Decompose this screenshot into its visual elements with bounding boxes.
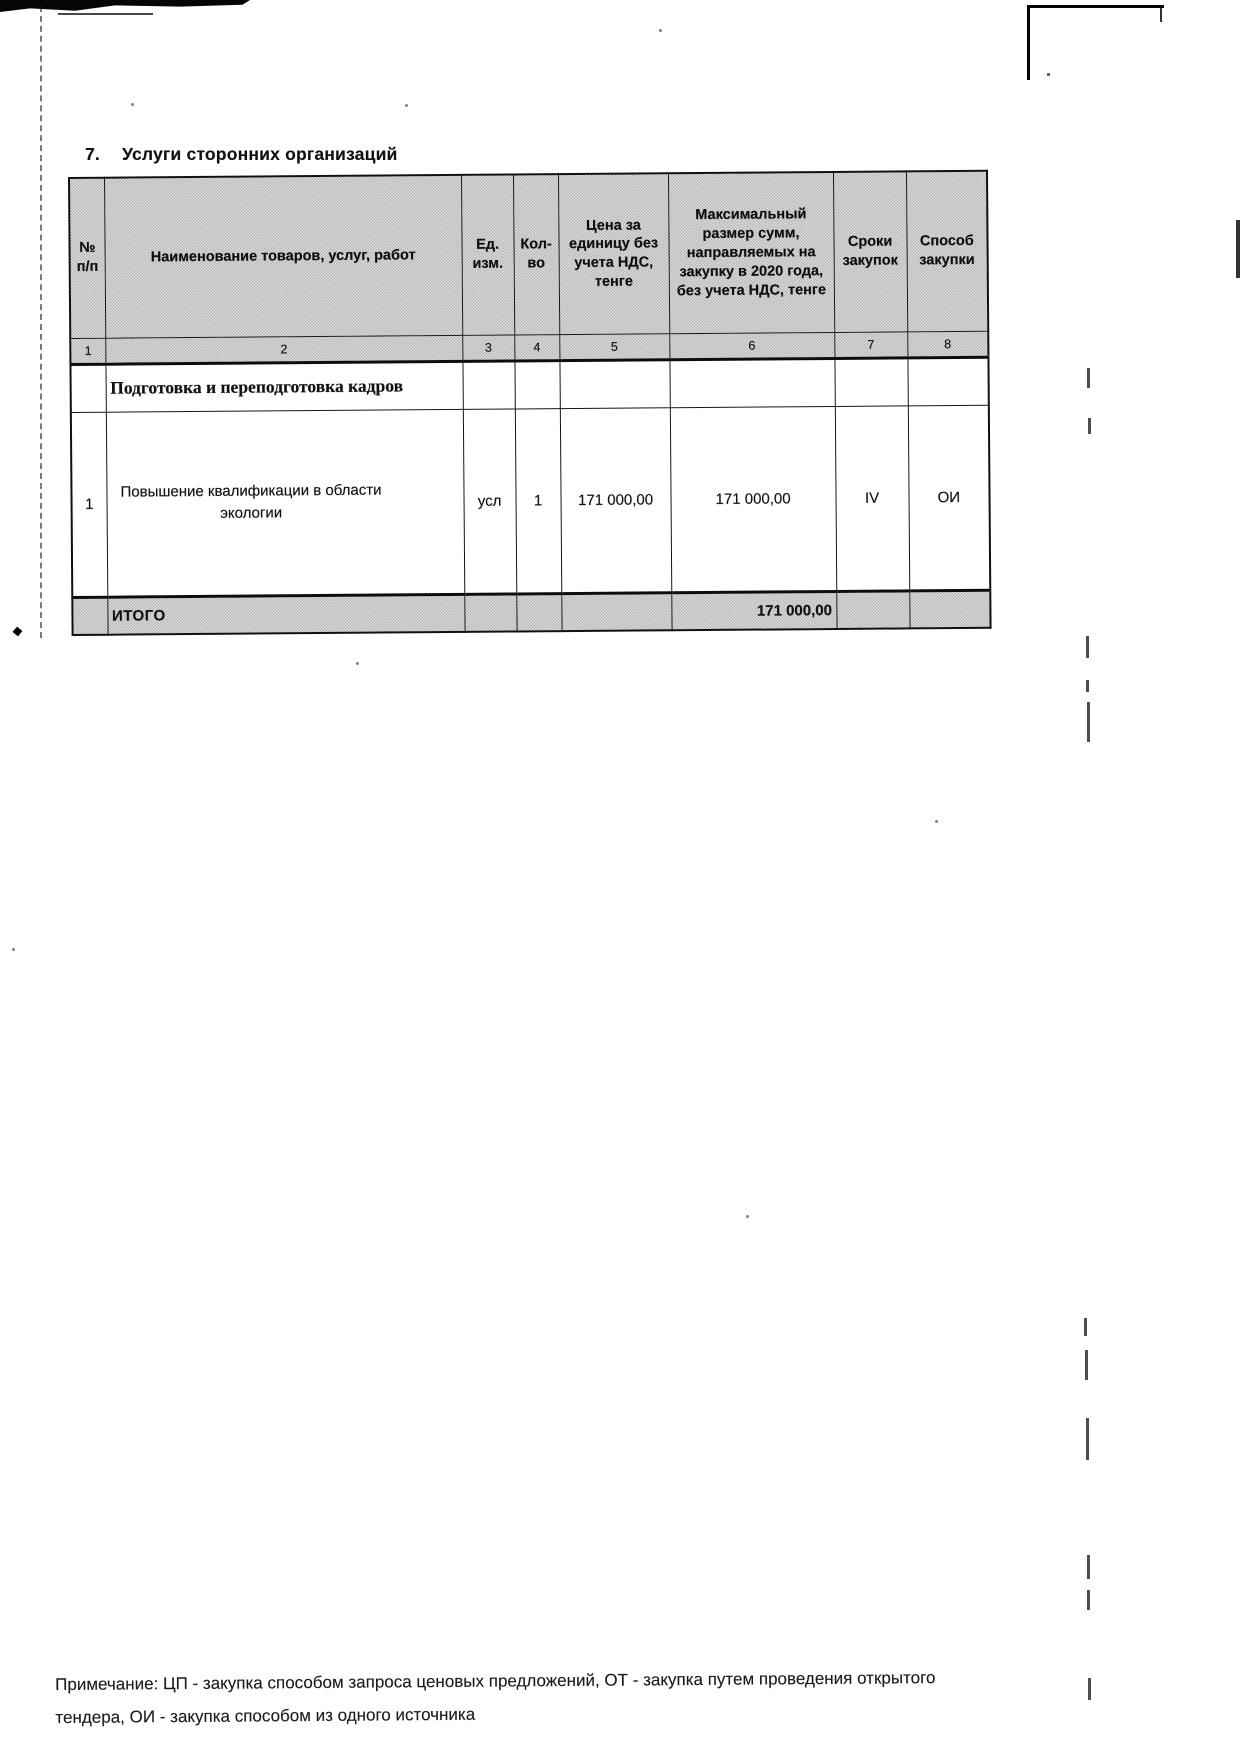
total-cell-empty xyxy=(72,597,107,635)
scan-blob-left xyxy=(13,627,23,637)
scan-smudge-top-left xyxy=(0,0,250,12)
cell-method: ОИ xyxy=(908,405,990,591)
scan-smudge-top-left-2 xyxy=(58,13,153,15)
scan-fold-dash xyxy=(1087,1555,1090,1579)
col-header-quantity: Кол-во xyxy=(513,174,559,334)
scan-fold-dash xyxy=(1088,418,1091,434)
cell-name xyxy=(106,409,464,597)
scan-fold-dash xyxy=(1085,1350,1088,1380)
section-heading-title: Услуги сторонних организаций xyxy=(122,144,398,164)
section-cell-empty xyxy=(462,360,514,408)
footnote-line-2: тендера, ОИ - закупка способом из одного источника xyxy=(55,1704,476,1728)
section-cell-empty xyxy=(70,364,105,412)
total-label: ИТОГО xyxy=(107,594,464,635)
scan-fold-line-left xyxy=(40,6,42,638)
scan-corner-bracket-top xyxy=(1027,5,1164,8)
col-index-2: 2 xyxy=(105,335,462,364)
scan-corner-bracket-tick xyxy=(1160,5,1162,22)
total-cell-empty xyxy=(464,593,516,631)
section-heading-number: 7. xyxy=(85,144,100,164)
col-header-period: Сроки закупок xyxy=(833,171,907,332)
scan-fold-dash xyxy=(1086,680,1089,692)
cell-max-amount: 171 000,00 xyxy=(670,406,836,592)
scan-speck xyxy=(1047,73,1050,76)
scan-corner-bracket-side xyxy=(1027,5,1030,80)
scan-speck xyxy=(12,948,15,951)
col-index-4: 4 xyxy=(514,334,559,360)
section-cell-empty xyxy=(669,358,834,407)
section-cell-empty xyxy=(559,359,669,408)
scan-edge-mark-right xyxy=(1236,220,1240,278)
section-row-title: Подготовка и переподготовка кадров xyxy=(105,361,462,412)
scan-fold-dash xyxy=(1087,1590,1090,1610)
scan-speck xyxy=(659,29,662,32)
cell-row-number: 1 xyxy=(71,412,107,597)
cell-period: IV xyxy=(835,405,909,591)
total-amount: 171 000,00 xyxy=(671,591,836,630)
scan-speck xyxy=(746,1215,749,1218)
table-header-row xyxy=(69,171,988,338)
col-header-method: Способ закупки xyxy=(906,171,988,332)
scan-fold-dash xyxy=(1086,636,1089,658)
col-index-1: 1 xyxy=(70,338,105,364)
col-header-row-number: № п/п xyxy=(69,178,105,338)
cell-unit: усл xyxy=(463,408,516,593)
total-cell-empty xyxy=(836,590,909,629)
col-header-max-amount: Максимальный размер сумм, направляемых на закупку в 2020 года, без учета НДС, тенге xyxy=(668,172,834,333)
table-row xyxy=(71,405,990,597)
section-cell-empty xyxy=(907,357,988,406)
col-index-8: 8 xyxy=(907,331,988,358)
col-index-3: 3 xyxy=(462,335,514,361)
footnote-line-1: Примечание: ЦП - закупка способом запроса ценовых предложений, ОТ - закупка путем проведения открытого xyxy=(55,1668,936,1694)
total-cell-empty xyxy=(516,593,561,631)
col-header-name: Наименование товаров, услуг, работ xyxy=(104,175,462,338)
col-index-5: 5 xyxy=(559,333,669,360)
scan-speck xyxy=(935,820,938,823)
procurement-table xyxy=(68,170,992,636)
cell-name-text: Повышение квалификации в области экологии xyxy=(120,481,382,522)
scan-speck xyxy=(405,104,408,107)
cell-unit-price: 171 000,00 xyxy=(560,407,671,593)
col-index-6: 6 xyxy=(669,332,834,359)
scan-fold-dash xyxy=(1084,1318,1087,1336)
total-row xyxy=(72,590,990,635)
col-header-unit: Ед. изм. xyxy=(461,175,514,335)
total-cell-empty xyxy=(561,592,671,631)
section-cell-empty xyxy=(514,360,559,408)
section-cell-empty xyxy=(834,357,907,406)
section-heading xyxy=(85,144,397,165)
footnote xyxy=(55,1660,1065,1734)
scan-speck xyxy=(131,103,134,106)
total-cell-empty xyxy=(909,590,990,629)
col-header-unit-price: Цена за единицу без учета НДС, тенге xyxy=(558,173,669,334)
procurement-table-wrapper xyxy=(68,170,992,636)
cell-quantity: 1 xyxy=(515,408,561,593)
scan-fold-dash xyxy=(1087,702,1090,742)
scan-speck xyxy=(356,662,359,665)
scan-fold-dash xyxy=(1088,1678,1091,1700)
scan-fold-dash xyxy=(1086,1418,1089,1460)
scan-fold-dash xyxy=(1087,368,1090,388)
col-index-7: 7 xyxy=(834,331,907,358)
section-row xyxy=(70,357,988,412)
